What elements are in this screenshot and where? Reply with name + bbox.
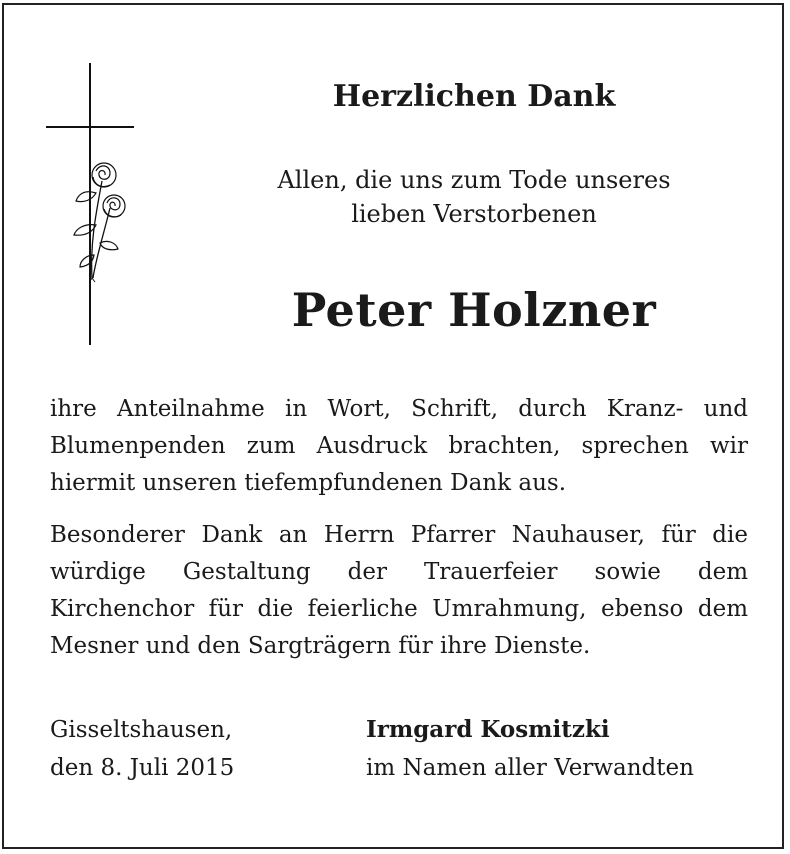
signature-name: Irmgard Kosmitzki <box>366 716 610 743</box>
signature-subtitle: im Namen aller Verwandten <box>366 755 694 781</box>
place: Gisseltshausen, <box>50 717 233 743</box>
place-and-date <box>50 711 234 787</box>
intro-line-1: Allen, die uns zum Tode unseres <box>277 166 671 194</box>
date: den 8. Juli 2015 <box>50 755 235 781</box>
heading: Herzlichen Dank <box>332 79 616 114</box>
body-paragraph-1: ihre Anteilnahme in Wort, Schrift, durch Kranz- und Blumenpenden zum Ausdruck brachten, sprechen wir hiermit unseren tiefempfundenen Dank aus. <box>50 396 748 496</box>
intro-line-2: lieben Verstorbenen <box>351 200 597 228</box>
intro-text <box>194 163 754 231</box>
cross-with-roses-icon <box>44 63 136 347</box>
signature-block <box>366 711 694 787</box>
body-paragraph-2: Besonderer Dank an Herrn Pfarrer Nauhauser, für die würdige Gestaltung der Trauerfeier sowie dem Kirchenchor für die feierliche Umrahmung, ebenso dem Mesner und den Sargträgern für ihre Dienste. <box>50 522 748 659</box>
obituary-card <box>2 3 784 849</box>
deceased-name: Peter Holzner <box>291 283 657 337</box>
